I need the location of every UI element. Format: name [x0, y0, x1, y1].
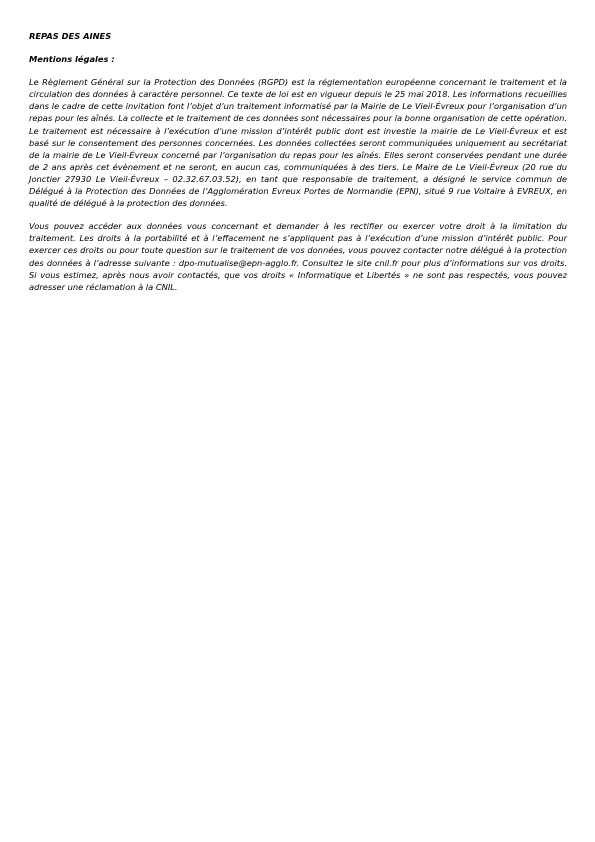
document-title: REPAS DES AINES [29, 31, 112, 41]
rights-paragraph: Vous pouvez accéder aux données vous concernant et demander à les rectifier ou exercer votre droit à la limitation du traitement. Les droits à la portabilité et à l’effacement ne s’appliquent pas à l’exécution d’une mission d’intérêt public. Pour exercer ces droits ou pour toute question sur le traitement de vos données, vous pouvez contacter notre délégué à la protection des données à l’adresse suivante : dpo-mutualise@epn-agglo.fr. Consultez le site cnil.fr pour plus d’informations sur vos droits. Si vous estimez, après nous avoir contactés, que vos droits « Informatique et Libertés » ne sont pas respectés, vous pouvez adresser une réclamation à la CNIL. [29, 221, 567, 292]
rgpd-paragraph: Le Règlement Général sur la Protection des Données (RGPD) est la réglementation européenne concernant le traitement et la circulation des données à caractère personnel. Ce texte de loi est en vigueur depuis le 25 mai 2018. Les informations recueillies dans le cadre de cette invitation font l’objet d’un traitement informatisé par la Mairie de Le Vieil-Évreux pour l’organisation d’un repas pour les aînés. La collecte et le traitement de ces données sont nécessaires pour la bonne organisation de cette opération. Le traitement est nécessaire à l’exécution d’une mission d’intérêt public dont est investie la mairie de Le Vieil-Évreux et est basé sur le consentement des personnes concernées. Les données collectées seront communiquées uniquement au secrétariat de la mairie de Le Vieil-Évreux concerné par l’organisation du repas pour les aînés. Elles seront conservées pendant une durée de 2 ans après cet évènement et ne seront, en aucun cas, communiquées à des tiers. Le Maire de Le Vieil-Évreux (20 rue du Jonctier 27930 Le Vieil-Évreux – 02.32.67.03.52), en tant que responsable de traitement, a désigné le service commun de Délégué à la Protection des Données de l’Agglomération Evreux Portes de Normandie (EPN), situé 9 rue Voltaire à EVREUX, en qualité de délégué à la protection des données. [29, 77, 568, 209]
legal-mentions-heading: Mentions légales : [29, 54, 115, 65]
document-body [29, 30, 567, 293]
